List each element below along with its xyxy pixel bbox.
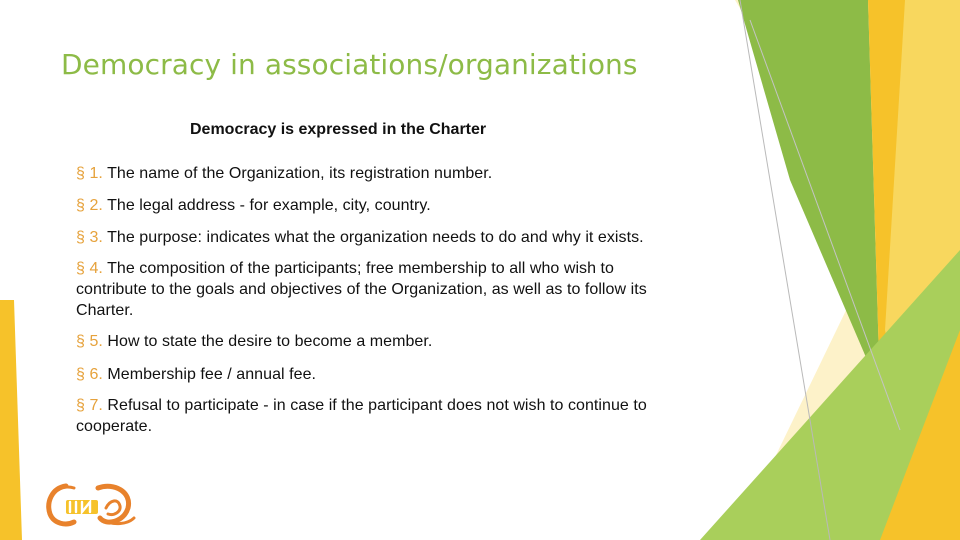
slide-title: Democracy in associations/organizations: [61, 48, 638, 81]
item-number: § 4.: [76, 260, 103, 277]
item-number: § 7.: [76, 397, 103, 414]
item-text: Membership fee / annual fee.: [102, 366, 317, 383]
green-wedge-top: [738, 0, 880, 390]
list-item: [76, 227, 736, 248]
item-number: § 3.: [76, 229, 103, 246]
cin-logo-icon: [44, 478, 138, 530]
item-number: § 1.: [76, 165, 103, 182]
item-text: The composition of the participants; free membership to all who wish to contribute to the goals and objectives of the Organization, as well as to follow its Charter.: [76, 260, 647, 319]
slide-subtitle: Democracy is expressed in the Charter: [190, 121, 487, 138]
list-item: [76, 258, 666, 321]
list-item: [76, 331, 716, 352]
list-item: [76, 163, 716, 184]
item-number: § 6.: [76, 366, 103, 383]
item-text: The purpose: indicates what the organization needs to do and why it exists.: [102, 229, 644, 246]
left-accent-strip: [0, 300, 22, 540]
item-text: Refusal to participate - in case if the participant does not wish to continue to cooperate.: [76, 397, 647, 435]
list-item: [76, 395, 701, 437]
item-number: § 5.: [76, 333, 103, 350]
item-text: The name of the Organization, its registration number.: [102, 165, 493, 182]
item-number: § 2.: [76, 197, 103, 214]
list-item: [76, 364, 716, 385]
item-text: The legal address - for example, city, country.: [102, 197, 431, 214]
item-text: How to state the desire to become a member.: [102, 333, 433, 350]
list-item: [76, 195, 716, 216]
